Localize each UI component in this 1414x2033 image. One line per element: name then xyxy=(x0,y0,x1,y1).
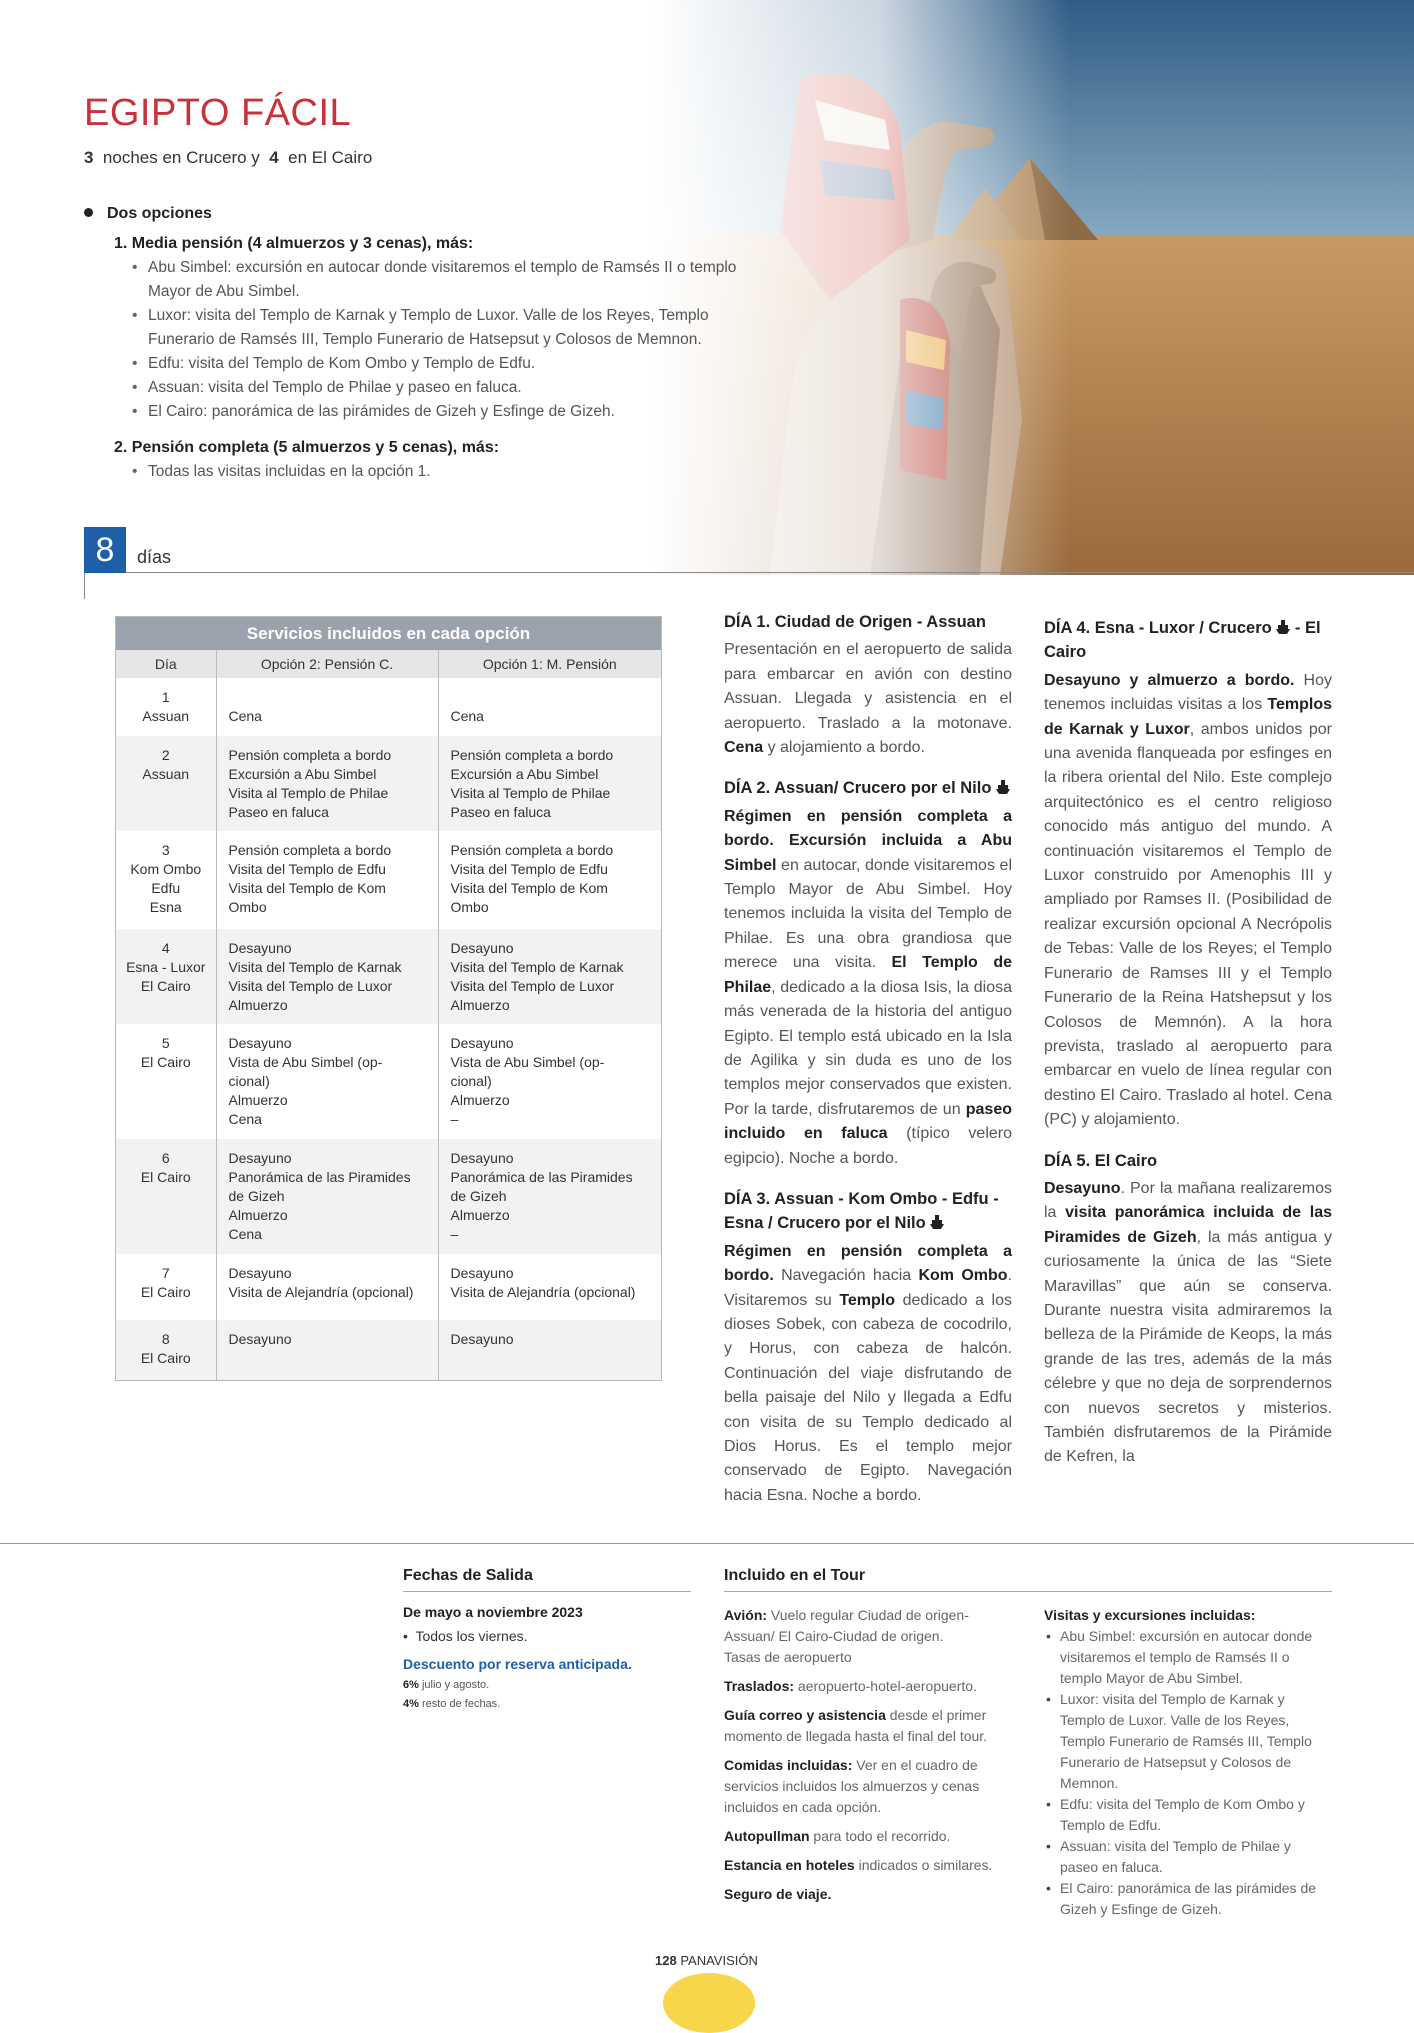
included-item: Seguro de viaje. xyxy=(724,1886,832,1902)
option2-cell xyxy=(216,1024,438,1139)
cell-line: 3 xyxy=(161,842,170,858)
cell-line xyxy=(229,688,430,707)
cell-line: Visita del Templo de Karnak xyxy=(450,959,624,975)
cell-line: Ombo xyxy=(450,899,489,915)
table-row xyxy=(116,678,661,736)
list-item: • Luxor: visita del Templo de Karnak y Templo de Luxor. Valle de los Reyes, Templo Funerario de Ramsés III, Templo Funerario de Hatsepsut y Colosos de Memnon. xyxy=(132,304,764,352)
cell-line: Desayuno xyxy=(228,940,292,956)
visits-heading: Visitas y excursiones incluidas: xyxy=(1044,1607,1256,1623)
days-count-badge: 8 xyxy=(84,527,126,573)
option2-cell xyxy=(216,1254,438,1320)
day3-title: DÍA 3. Assuan - Kom Ombo - Edfu - Esna / Crucero por el Nilo xyxy=(724,1189,999,1233)
cell-line: Pensión completa a bordo xyxy=(228,747,392,763)
day1-text: Presentación en el aeropuerto de salida para embarcar en avión con destino Assuan. Llegada y asistencia en el aeropuerto. Traslado a la motonave. Cena y alojamiento a bordo. xyxy=(724,641,1012,757)
cell-line: El Cairo xyxy=(140,1284,191,1300)
days-label: días xyxy=(137,547,172,567)
cell-line: Visita del Templo de Karnak xyxy=(228,959,402,975)
day-cell xyxy=(116,1139,216,1254)
option1-cell xyxy=(438,1320,661,1380)
day-cell xyxy=(116,678,216,736)
day-cell xyxy=(116,736,216,831)
day-cell xyxy=(116,1320,216,1380)
hero-photo xyxy=(650,0,1414,575)
cell-line: Desayuno xyxy=(450,1150,514,1166)
services-table xyxy=(115,616,662,1381)
cell-line: Vista de Abu Simbel (op- xyxy=(228,1054,383,1070)
day-cell xyxy=(116,1024,216,1139)
day4-text: Desayuno y almuerzo a bordo. Hoy tenemos incluidas visitas a los Templos de Karnak y Luxor, ambos unidos por una avenida flanqueada por esfinges en la ribera oriental del Nilo. Este complejo arquitectónico es el centro religioso conocido más antiguo del mundo. A continuación visitaremos el Templo de Luxor construido por Amenophis III y ampliado por Ramses II. (Posibilidad de realizar excursión opcional A Necrópolis de Tebas: Valle de los Reyes; el Templo Funerario de Ramses III y el Templo Funerario de la Reina Hatshepsut y los Colosos de Memnón). A la hora prevista, traslado al aeropuerto para embarcar en vuelo de línea regular con destino El Cairo. Traslado al hotel. Cena (PC) y alojamiento. xyxy=(1044,671,1333,1129)
included-box xyxy=(724,1567,1332,1917)
cell-line: El Cairo xyxy=(140,1054,191,1070)
cell-line: El Cairo xyxy=(140,978,191,994)
cell-line: Visita del Templo de Edfu xyxy=(450,861,608,877)
departure-dates-box xyxy=(403,1567,691,1714)
cell-line: Visita al Templo de Philae xyxy=(228,785,389,801)
list-item: • Abu Simbel: excursión en autocar donde visitaremos el templo de Ramsés II o templo Mayor de Abu Simbel. xyxy=(1044,1626,1332,1689)
option1-cell xyxy=(438,678,661,736)
cell-line: Visita del Templo de Kom xyxy=(228,880,386,896)
cell-line: 6 xyxy=(161,1150,170,1166)
included-item: Traslados: aeropuerto-hotel-aeropuerto. xyxy=(724,1678,977,1694)
included-item: Avión: Vuelo regular Ciudad de origen-Assuan/ El Cairo-Ciudad de origen. Tasas de aeropuerto xyxy=(724,1607,969,1665)
list-item: • Luxor: visita del Templo de Karnak y Templo de Luxor. Valle de los Reyes, Templo Funerario de Ramsés III, Templo Funerario de Hatsepsut y Colosos de Memnon. xyxy=(1044,1689,1332,1794)
cell-line: Ombo xyxy=(228,899,267,915)
cell-line: Esna - Luxor xyxy=(126,959,206,975)
cell-line: Cena xyxy=(228,708,262,724)
cell-line: Visita del Templo de Luxor xyxy=(228,978,393,994)
list-item: • Assuan: visita del Templo de Philae y paseo en faluca. xyxy=(1044,1836,1332,1878)
included-item: Estancia en hoteles indicados o similares. xyxy=(724,1857,993,1873)
cell-line: – xyxy=(450,1226,459,1242)
day-cell xyxy=(116,831,216,929)
day1-title: DÍA 1. Ciudad de Origen - Assuan xyxy=(724,613,986,631)
day3-text: Régimen en pensión completa a bordo. Navegación hacia Kom Ombo. Visitaremos su Templo dedicado a los dioses Sobek, con cabeza de cocodrilo, y Horus, con cabeza de halcón. Continuación del viaje disfrutando de bella paisaje del Nilo y llegada a Edfu con visita de su Templo dedicado al Dios Horus. Es el templo mejor conservado de Egipto. Navegación hacia Esna. Noche a bordo. xyxy=(724,1242,1012,1504)
option2-title: 2. Pensión completa (5 almuerzos y 5 cenas), más: xyxy=(114,439,500,456)
column-header: Día xyxy=(116,650,216,678)
itinerary-column-2 xyxy=(1044,616,1332,1470)
cell-line: Cena xyxy=(228,1226,262,1242)
table-row xyxy=(116,831,661,929)
cell-line: Edfu xyxy=(151,880,181,896)
cell-line: Paseo en faluca xyxy=(228,804,329,820)
cell-line: de Gizeh xyxy=(228,1188,285,1204)
page-number: 128 PANAVISIÓN xyxy=(655,1953,758,1968)
cell-line: 5 xyxy=(161,1035,170,1051)
cell-line: 1 xyxy=(161,689,170,705)
list-item: • Assuan: visita del Templo de Philae y paseo en faluca. xyxy=(132,376,764,400)
cell-line: Visita de Alejandría (opcional) xyxy=(450,1284,636,1300)
page-tab xyxy=(663,1973,755,2033)
day4-title: DÍA 4. Esna - Luxor / Crucero - El Cairo xyxy=(1044,619,1321,662)
option2-cell xyxy=(216,1139,438,1254)
list-item: • El Cairo: panorámica de las pirámides de Gizeh y Esfinge de Gizeh. xyxy=(132,400,764,424)
cell-line xyxy=(451,688,654,707)
list-item: • Edfu: visita del Templo de Kom Ombo y Templo de Edfu. xyxy=(1044,1794,1332,1836)
option2-list xyxy=(84,460,764,484)
cell-line: 4 xyxy=(161,940,170,956)
cell-line: Visita del Templo de Kom xyxy=(450,880,608,896)
list-item: • Todas las visitas incluidas en la opción 1. xyxy=(132,460,764,484)
cell-line: El Cairo xyxy=(140,1350,191,1366)
cell-line: Visita al Templo de Philae xyxy=(450,785,611,801)
table-row xyxy=(116,929,661,1024)
cell-line: Excursión a Abu Simbel xyxy=(228,766,377,782)
option2-cell xyxy=(216,929,438,1024)
cell-line: – xyxy=(450,1111,459,1127)
table-row xyxy=(116,736,661,831)
cell-line: Desayuno xyxy=(228,1035,292,1051)
cell-line: Desayuno xyxy=(228,1265,292,1281)
table-row xyxy=(116,1254,661,1320)
cell-line: Excursión a Abu Simbel xyxy=(450,766,599,782)
departure-period: De mayo a noviembre 2023 xyxy=(403,1604,583,1620)
cell-line: Almuerzo xyxy=(228,1092,288,1108)
discount-title: Descuento por reserva anticipada. xyxy=(403,1656,632,1672)
cell-line: Visita del Templo de Luxor xyxy=(450,978,615,994)
ship-icon xyxy=(1276,619,1290,635)
cell-line: 7 xyxy=(161,1265,170,1281)
cell-line: Assuan xyxy=(142,766,190,782)
option1-cell xyxy=(438,1024,661,1139)
list-item: • El Cairo: panorámica de las pirámides de Gizeh y Esfinge de Gizeh. xyxy=(1044,1878,1332,1920)
divider xyxy=(84,572,1414,573)
included-item: Autopullman para todo el recorrido. xyxy=(724,1828,951,1844)
option1-cell xyxy=(438,1139,661,1254)
option2-cell xyxy=(216,736,438,831)
cell-line: cional) xyxy=(450,1073,492,1089)
cell-line: Almuerzo xyxy=(450,997,510,1013)
day2-title: DÍA 2. Assuan/ Crucero por el Nilo xyxy=(724,776,1012,800)
cell-line: Cena xyxy=(228,1111,262,1127)
day-cell xyxy=(116,929,216,1024)
cairo-nights-text: en El Cairo xyxy=(288,148,373,167)
cell-line: Visita de Alejandría (opcional) xyxy=(228,1284,414,1300)
departure-dates-heading: Fechas de Salida xyxy=(403,1567,691,1592)
cell-line: Cena xyxy=(450,708,484,724)
day2-text: Régimen en pensión completa a bordo. Excursión incluida a Abu Simbel en autocar, donde visitaremos el Templo Mayor de Abu Simbel. Hoy tenemos incluida la visita del Templo de Philae. Es una obra grandiosa que merece una visita. El Templo de Philae, dedicado a la diosa Isis, la diosa más venerada de la historia del antiguo Egipto. El templo está ubicado en la Isla de Agilika y sin duda es uno de los templos mejor conservados que existen. Por la tarde, disfrutaremos de un paseo incluido en faluca (típico velero egipcio). Noche a bordo. xyxy=(724,807,1012,1167)
option2-cell xyxy=(216,1320,438,1380)
cell-line: 8 xyxy=(161,1331,170,1347)
cell-line: Vista de Abu Simbel (op- xyxy=(450,1054,605,1070)
option1-cell xyxy=(438,929,661,1024)
option1-cell xyxy=(438,736,661,831)
day-cell xyxy=(116,1254,216,1320)
column-header: Opción 2: Pensión C. xyxy=(216,650,438,678)
cell-line: Esna xyxy=(149,899,182,915)
cell-line: Desayuno xyxy=(450,1035,514,1051)
day5-text: Desayuno. Por la mañana realizaremos la visita panorámica incluida de las Piramides de Gizeh, la más antigua y curiosamente la única de las “Siete Maravillas” que aún se conserva. Durante nuestra visita admiraremos la belleza de la Pirámide de Keops, la más grande de las tres, además de la más célebre y que no deja de sorprendernos con nuevos secretos y misterios. También disfrutaremos de la Pirámide de Kefren, la xyxy=(1044,1179,1333,1466)
cell-line: Panorámica de las Piramides xyxy=(450,1169,633,1185)
cell-line: Almuerzo xyxy=(450,1092,510,1108)
divider xyxy=(0,1543,1414,1544)
itinerary-column-1 xyxy=(724,610,1012,1524)
cairo-nights-count: 4 xyxy=(269,148,279,167)
cell-line: Pensión completa a bordo xyxy=(450,747,614,763)
table-row xyxy=(116,1139,661,1254)
column-header: Opción 1: M. Pensión xyxy=(438,650,661,678)
ship-icon xyxy=(996,779,1010,795)
included-item: Guía correo y asistencia desde el primer momento de llegada hasta el final del tour. xyxy=(724,1707,988,1744)
included-services xyxy=(724,1605,1012,1913)
options-section xyxy=(84,202,764,484)
cell-line: Almuerzo xyxy=(228,1207,288,1223)
list-item: • Edfu: visita del Templo de Kom Ombo y Templo de Edfu. xyxy=(132,352,764,376)
cell-line: Almuerzo xyxy=(450,1207,510,1223)
cell-line: El Cairo xyxy=(140,1169,191,1185)
cell-line: Desayuno xyxy=(228,1150,292,1166)
ship-icon xyxy=(930,1214,944,1230)
cell-line: Assuan xyxy=(142,708,190,724)
discount-line: 4% resto de fechas. xyxy=(403,1698,501,1710)
option1-cell xyxy=(438,1254,661,1320)
cell-line: Desayuno xyxy=(228,1331,292,1347)
cell-line: Kom Ombo xyxy=(130,861,202,877)
cruise-nights-count: 3 xyxy=(84,148,94,167)
option2-cell xyxy=(216,678,438,736)
table-caption: Servicios incluidos en cada opción xyxy=(116,617,661,650)
cell-line: Desayuno xyxy=(450,1265,514,1281)
included-heading: Incluido en el Tour xyxy=(724,1567,1332,1592)
table-row xyxy=(116,1024,661,1139)
cell-line: Pensión completa a bordo xyxy=(228,842,392,858)
cell-line: Desayuno xyxy=(450,1331,514,1347)
option1-list xyxy=(84,256,764,424)
option1-title: 1. Media pensión (4 almuerzos y 3 cenas), más: xyxy=(114,235,474,252)
departure-weekday: • Todos los viernes. xyxy=(403,1628,528,1644)
discount-line: 6% julio y agosto. xyxy=(403,1679,490,1691)
nights-summary xyxy=(84,148,372,168)
included-visits xyxy=(1044,1605,1332,1920)
page-title: EGIPTO FÁCIL xyxy=(84,92,352,134)
included-item: Comidas incluidas: Ver en el cuadro de servicios incluidos los almuerzos y cenas incluidos en cada opción. xyxy=(724,1757,980,1815)
divider xyxy=(84,573,85,599)
cell-line: cional) xyxy=(228,1073,270,1089)
list-item: • Abu Simbel: excursión en autocar donde visitaremos el templo de Ramsés II o templo Mayor de Abu Simbel. xyxy=(132,256,764,304)
cell-line: Paseo en faluca xyxy=(450,804,551,820)
table-row xyxy=(116,1320,661,1380)
options-heading: Dos opciones xyxy=(84,202,764,226)
cell-line: Desayuno xyxy=(450,940,514,956)
option1-cell xyxy=(438,831,661,929)
cell-line: de Gizeh xyxy=(450,1188,507,1204)
day5-title: DÍA 5. El Cairo xyxy=(1044,1151,1158,1170)
cell-line: Panorámica de las Piramides xyxy=(228,1169,411,1185)
cell-line: 2 xyxy=(161,747,170,763)
cruise-nights-text: noches en Crucero y xyxy=(102,148,260,167)
cell-line: Visita del Templo de Edfu xyxy=(228,861,386,877)
cell-line: Almuerzo xyxy=(228,997,288,1013)
cell-line: Pensión completa a bordo xyxy=(450,842,614,858)
bullet-icon xyxy=(84,208,93,217)
option2-cell xyxy=(216,831,438,929)
